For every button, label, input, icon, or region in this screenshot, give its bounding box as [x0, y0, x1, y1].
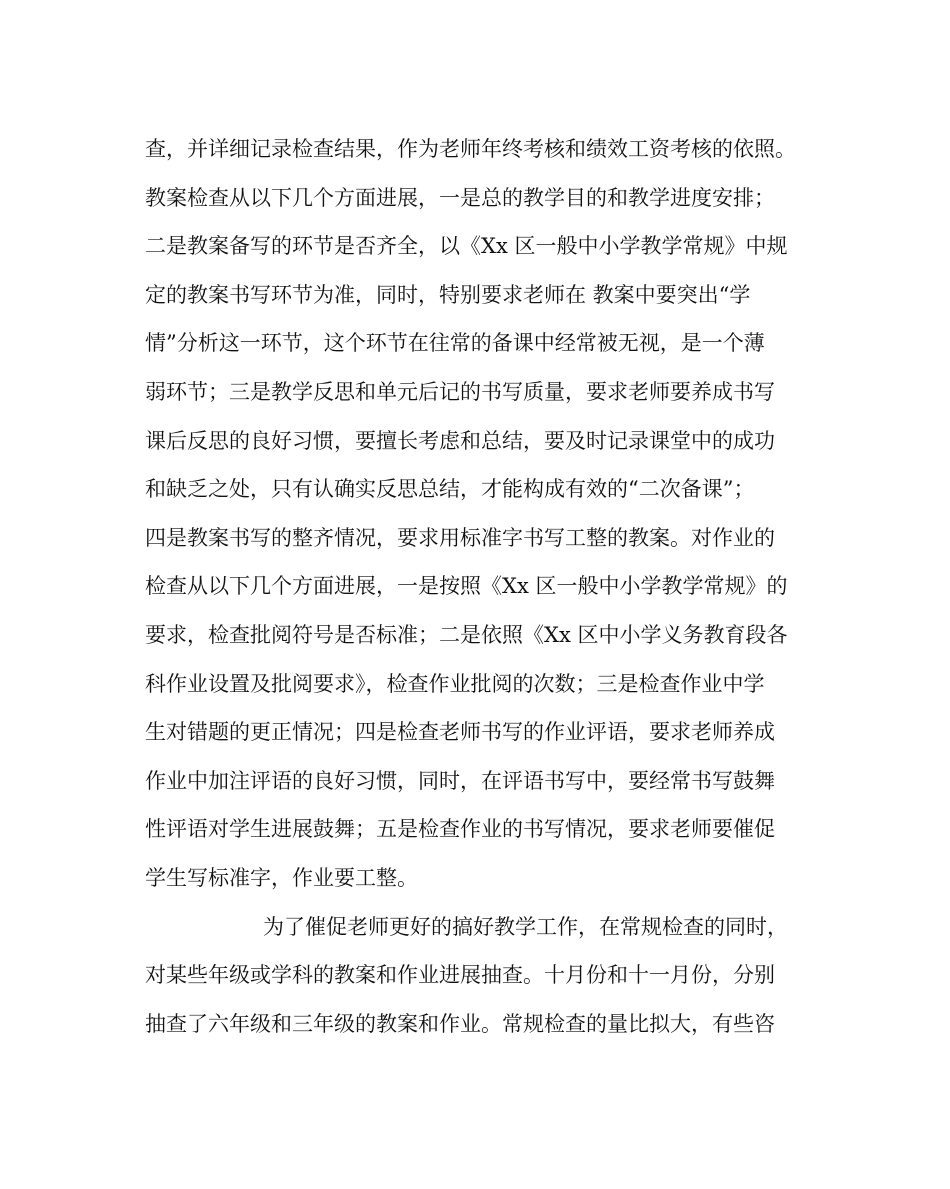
text-line: 和缺乏之处，只有认确实反思总结，才能构成有效的“二次备课”； [145, 477, 755, 502]
text-line: 作业中加注评语的良好习惯，同时，在评语书写中，要经常书写鼓舞 [145, 768, 775, 793]
text-line: 生对错题的更正情况；四是检查老师书写的作业评语，要求老师养成 [145, 720, 775, 745]
text-line: 查，并详细记录检查结果，作为老师年终考核和绩效工资考核的依照。 [145, 137, 796, 161]
text-line: 抽查了六年级和三年级的教案和作业。常规检查的量比拟大，有些咨 [145, 1011, 775, 1036]
text-line: 四是教案书写的整齐情况，要求用标准字书写工整的教案。对作业的 [145, 525, 775, 550]
document-body [145, 125, 825, 1048]
text-line: 教案检查从以下几个方面进展，一是总的教学目的和教学进度安排； [145, 185, 775, 210]
text-line: 情”分析这一环节，这个环节在往常的备课中经常被无视，是一个薄 [145, 331, 765, 356]
text-line: 二是教案备写的环节是否齐全，以《Xx 区一般中小学教学常规》中规 [145, 234, 788, 259]
text-line: 性评语对学生进展鼓舞；五是检查作业的书写情况，要求老师要催促 [145, 817, 775, 842]
text-line: 科作业设置及批阅要求》，检查作业批阅的次数；三是检查作业中学 [145, 671, 765, 696]
text-line: 课后反思的良好习惯，要擅长考虑和总结，要及时记录课堂中的成功 [145, 428, 775, 453]
text-line: 学生写标准字，作业要工整。 [145, 865, 418, 890]
text-line: 定的教案书写环节为准，同时，特别要求老师在 教案中要突出“学 [145, 282, 751, 307]
text-line: 要求，检查批阅符号是否标准；二是依照《Xx 区中小学义务教育段各 [145, 622, 788, 647]
text-line: 对某些年级或学科的教案和作业进展抽查。十月份和十一月份，分别 [145, 963, 775, 988]
paragraph-first-line: 为了催促老师更好的搞好教学工作，在常规检查的同时， [263, 914, 788, 939]
text-line: 弱环节；三是教学反思和单元后记的书写质量，要求老师要养成书写 [145, 379, 775, 404]
text-line: 检查从以下几个方面进展，一是按照《Xx 区一般中小学教学常规》的 [145, 574, 788, 599]
